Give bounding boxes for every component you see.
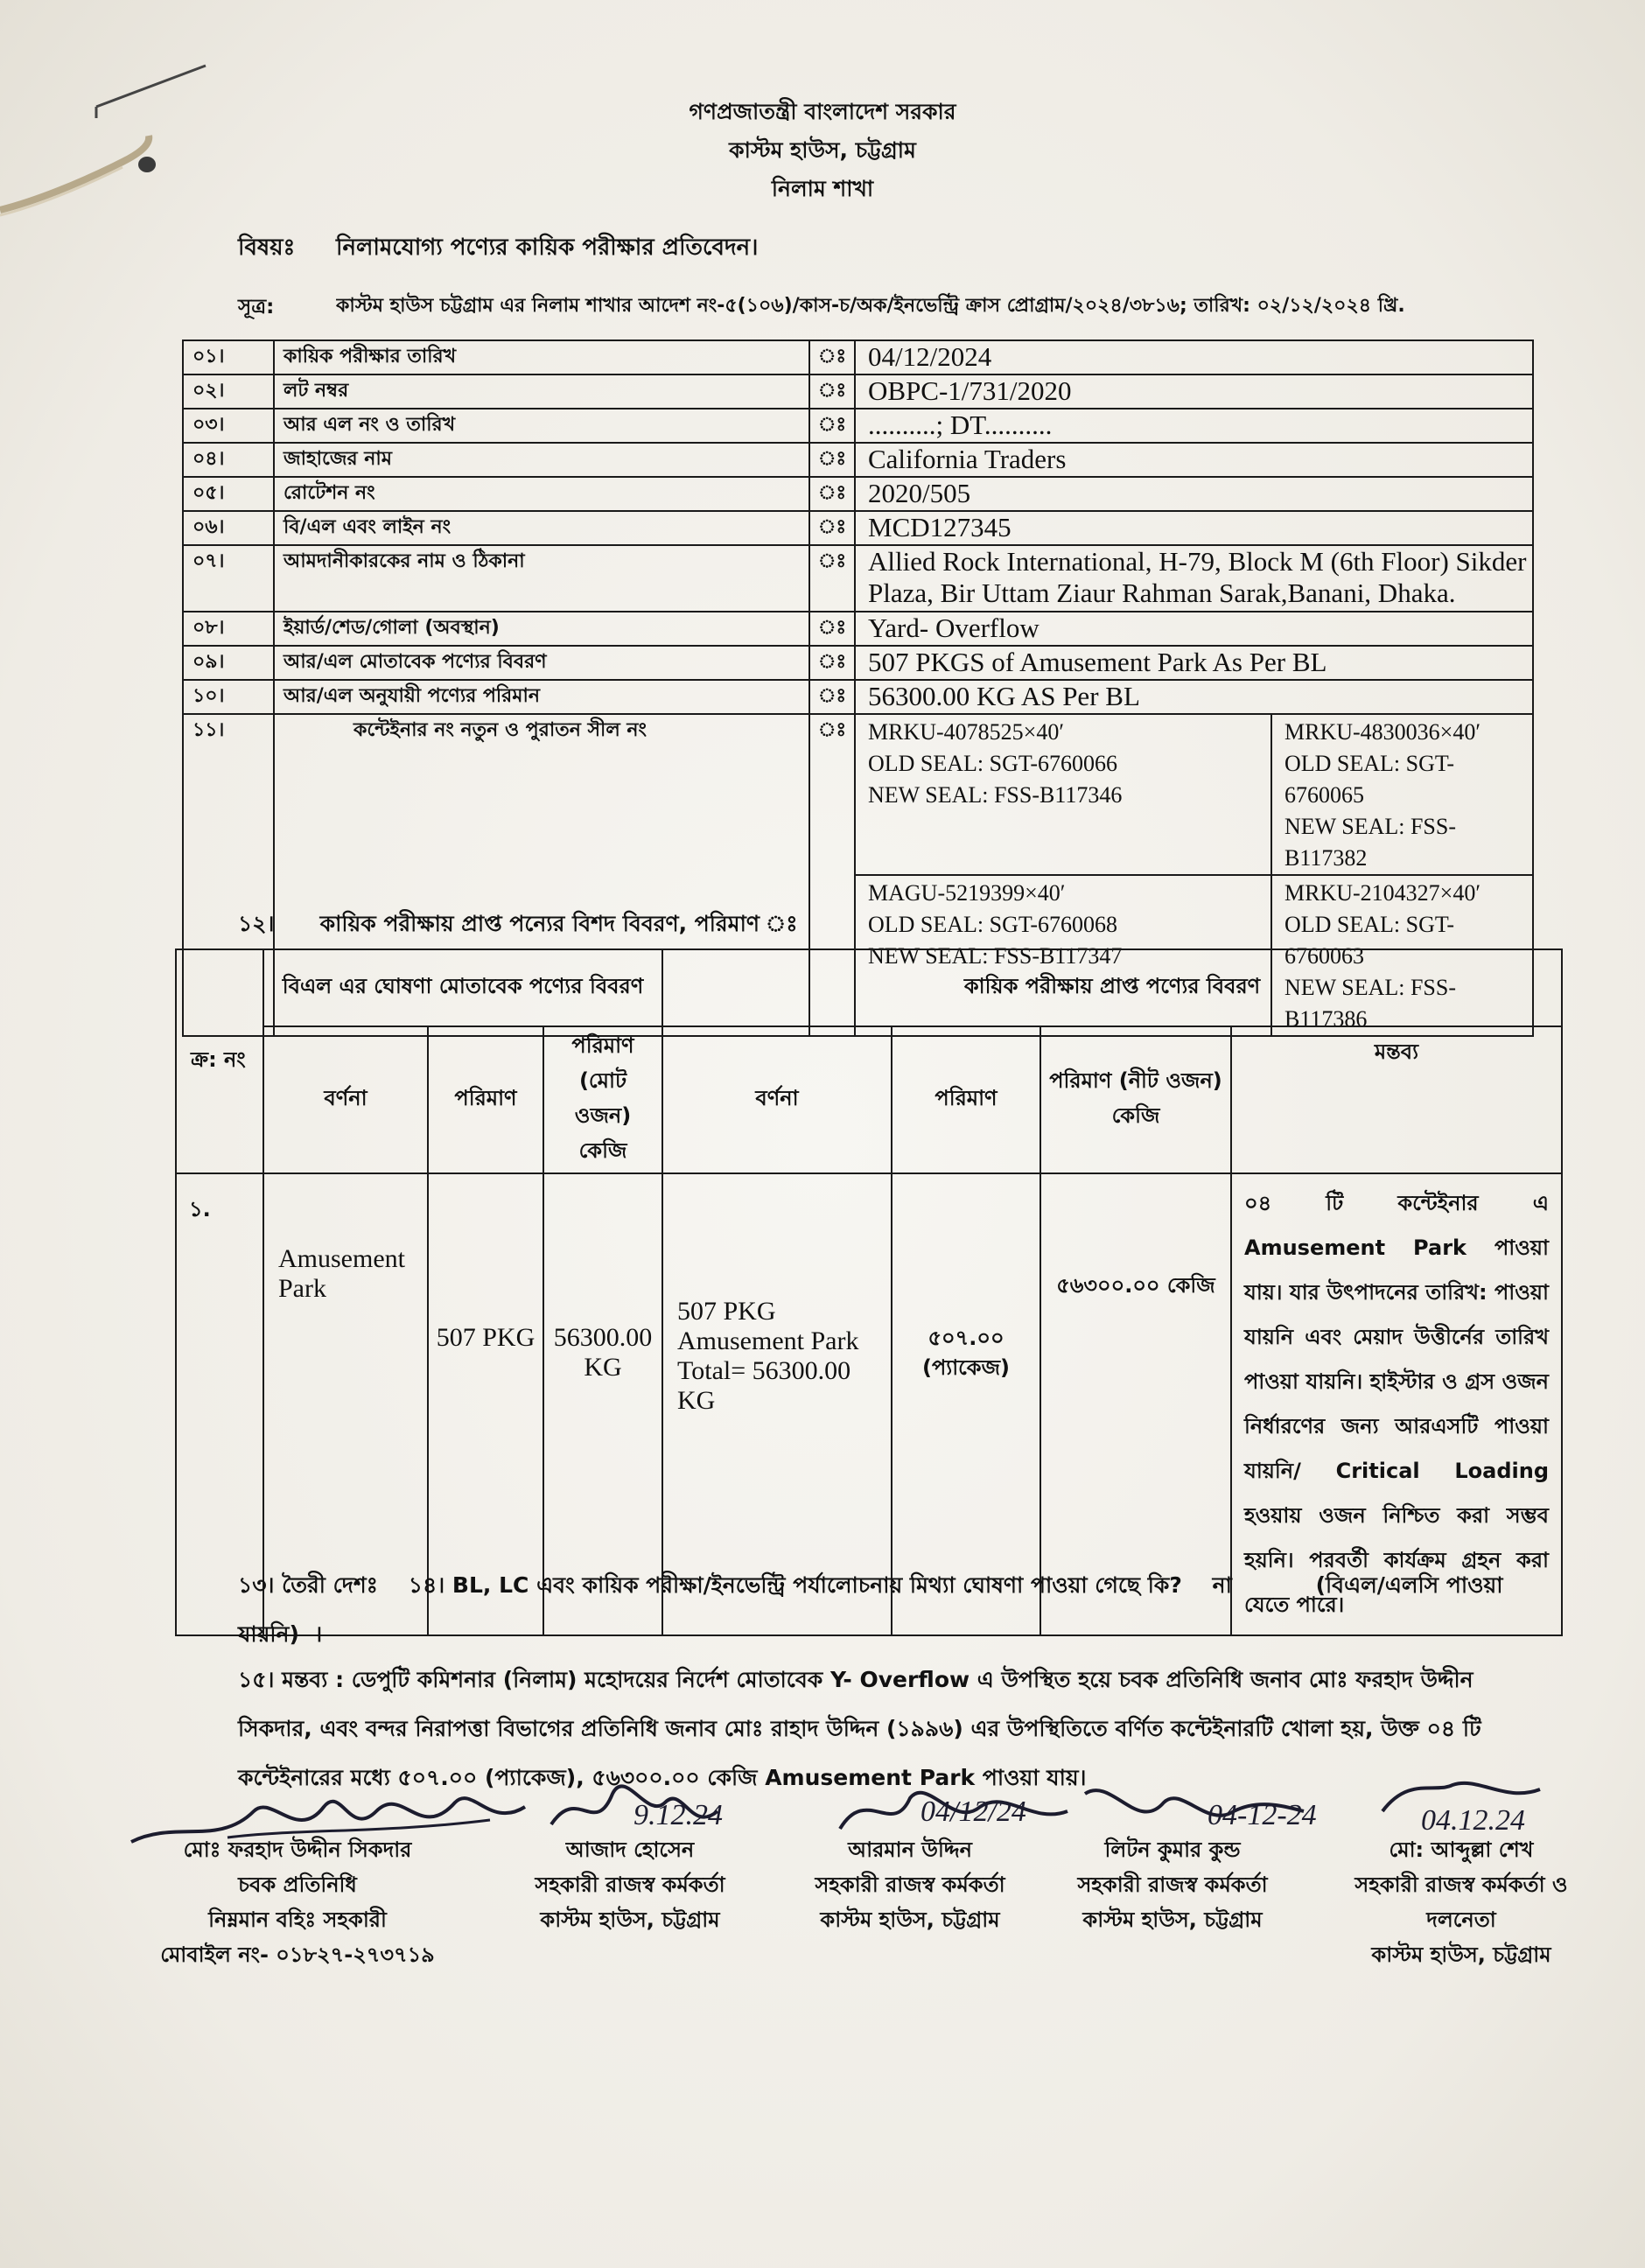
info-row (183, 612, 1533, 646)
info-row-number: ০৫। (183, 477, 274, 511)
info-row-label: রোটেশন নং (274, 477, 809, 511)
reference-text: কাস্টম হাউস চট্টগ্রাম এর নিলাম শাখার আদেশ নং-৫(১০৬)/কাস-চ/অক/ইনভেন্ট্রি ক্রাস প্রোগ্রাম/২০২৪/৩৮১৬; তারিখ: ০২/১২/২০২৪ খ্রি. (336, 295, 1405, 317)
col-serial-header: ক্র: নং (176, 949, 263, 1173)
info-row-label: লট নম্বর (274, 374, 809, 409)
signature-date-1: 9.12.24 (634, 1799, 723, 1831)
subject-label: বিষয়ঃ (238, 234, 296, 261)
col-remarks-header: মন্তব্য (1231, 1026, 1562, 1173)
section-13-14-text: ১৩। তৈরী দেশঃ ১৪। BL, LC এবং কায়িক পরীক্ষা/ইনভেন্ট্রি পর্যালোচনায় মিথ্যা ঘোষণা পাওয়া গেছে কি? না (বিএল/এলসি পাওয়া যায়নি) । (238, 1572, 1511, 1647)
info-row-colon: ঃ (809, 409, 855, 443)
info-row-label: আমদানীকারকের নাম ও ঠিকানা (274, 545, 809, 612)
info-row-colon: ঃ (809, 340, 855, 374)
col-bl-qty-header: পরিমাণ (428, 1026, 543, 1173)
info-row-number: ০৯। (183, 646, 274, 680)
reference-label: সূত্র: (238, 296, 275, 318)
info-row-label: বি/এল এবং লাইন নং (274, 511, 809, 545)
signatory-name: মো: আব্দুল্লা শেখ (1389, 1838, 1534, 1862)
goods-table (175, 948, 1563, 1636)
info-row-colon: ঃ (809, 443, 855, 477)
signatory-detail: চবক প্রতিনিধি (238, 1872, 357, 1897)
signatory-name: লিটন কুমার কুন্ড (1104, 1838, 1241, 1862)
signatory-detail: সহকারী রাজস্ব কর্মকর্তা (815, 1872, 1005, 1897)
info-row-value: 56300.00 KG AS Per BL (855, 680, 1533, 714)
info-row-containers (183, 714, 1533, 875)
signatory-detail: কাস্টম হাউস, চট্টগ্রাম (820, 1908, 1000, 1932)
info-row (183, 409, 1533, 443)
section-12-heading: ১২। কায়িক পরীক্ষায় প্রাপ্ত পন্যের বিশদ বিবরণ, পরিমাণ ঃ (238, 911, 798, 936)
info-row (183, 443, 1533, 477)
signatory-name: আজাদ হোসেন (565, 1838, 695, 1862)
info-row-label: আর/এল মোতাবেক পণ্যের বিবরণ (274, 646, 809, 680)
section-header: নিলাম শাখা (771, 176, 874, 201)
info-row-value: Yard- Overflow (855, 612, 1533, 646)
info-row-colon: ঃ (809, 374, 855, 409)
info-row-label: আর/এল অনুযায়ী পণ্যের পরিমান (274, 680, 809, 714)
info-row-value: 2020/505 (855, 477, 1533, 511)
info-row-number: ১১। (183, 714, 274, 1036)
info-row-number: ০১। (183, 340, 274, 374)
info-row-number: ১০। (183, 680, 274, 714)
new-seal: NEW SEAL: FSS-B117346 (868, 782, 1123, 808)
container-number: MRKU-4078525×40′ (868, 719, 1065, 745)
info-row (183, 545, 1533, 612)
signatory-name: মোঃ ফরহাদ উদ্দীন সিকদার (183, 1838, 412, 1862)
info-row-value: 04/12/2024 (855, 340, 1533, 374)
old-seal: OLD SEAL: SGT-6760068 (868, 912, 1118, 937)
info-row-value: 507 PKGS of Amusement Park As Per BL (855, 646, 1533, 680)
row-bl-qty: 507 PKG (428, 1173, 543, 1635)
info-row-colon: ঃ (809, 714, 855, 1036)
info-row (183, 477, 1533, 511)
info-row (183, 680, 1533, 714)
signature-date-3: 04-12-24 (1208, 1799, 1317, 1831)
govt-header: গণপ্রজাতন্ত্রী বাংলাদেশ সরকার (689, 99, 956, 124)
signatory-detail: সহকারী রাজস্ব কর্মকর্তা (535, 1872, 725, 1897)
row-phys-desc: 507 PKG Amusement Park Total= 56300.00 KG (662, 1173, 892, 1635)
signatory-detail: কাস্টম হাউস, চট্টগ্রাম (540, 1908, 720, 1932)
subject-text: নিলামযোগ্য পণ্যের কায়িক পরীক্ষার প্রতিবেদন। (336, 234, 759, 261)
signature-date-2: 04/12/24 (920, 1796, 1026, 1828)
info-row (183, 374, 1533, 409)
container-number: MRKU-2104327×40′ (1284, 880, 1481, 906)
signatory-detail: কাস্টম হাউস, চট্টগ্রাম (1082, 1908, 1263, 1932)
signature-date-4: 04.12.24 (1421, 1804, 1525, 1837)
info-row-number: ০২। (183, 374, 274, 409)
physical-group-header: কায়িক পরীক্ষায় প্রাপ্ত পণ্যের বিবরণ (662, 949, 1562, 1026)
info-row-label: জাহাজের নাম (274, 443, 809, 477)
col-net-weight-header: পরিমাণ (নীট ওজন) কেজি (1040, 1026, 1231, 1173)
info-row-colon: ঃ (809, 545, 855, 612)
info-row-number: ০৬। (183, 511, 274, 545)
signatory-block (1312, 1832, 1610, 1972)
new-seal: NEW SEAL: FSS-B117347 (868, 943, 1123, 969)
info-row-label: ইয়ার্ড/শেড/গোলা (অবস্থান) (274, 612, 809, 646)
info-row-number: ০৪। (183, 443, 274, 477)
info-row-colon: ঃ (809, 680, 855, 714)
info-row-number: ০৭। (183, 545, 274, 612)
info-row-colon: ঃ (809, 612, 855, 646)
signatory-block (122, 1832, 472, 1972)
signatory-detail: কাস্টম হাউস, চট্টগ্রাম (1371, 1942, 1551, 1967)
signatory-name: আরমান উদ্দিন (848, 1838, 972, 1862)
signatory-block (1032, 1832, 1312, 1937)
signatory-detail: সহকারী রাজস্ব কর্মকর্তা (1077, 1872, 1268, 1897)
col-bl-desc-header: বর্ণনা (263, 1026, 428, 1173)
info-row-value: OBPC-1/731/2020 (855, 374, 1533, 409)
row-bl-desc: Amusement Park (263, 1173, 428, 1635)
container-cell (855, 714, 1271, 875)
signatory-detail: দলনেতা (1426, 1908, 1496, 1932)
info-row (183, 511, 1533, 545)
info-row-colon: ঃ (809, 511, 855, 545)
signatory-detail: সহকারী রাজস্ব কর্মকর্তা ও (1354, 1872, 1568, 1897)
signatory-detail: মোবাইল নং- ০১৮২৭-২৭৩৭১৯ (160, 1942, 435, 1967)
info-row-label: কায়িক পরীক্ষার তারিখ (274, 340, 809, 374)
container-cell (1271, 714, 1533, 875)
signatory-detail: নিম্নমান বহিঃ সহকারী (208, 1908, 387, 1932)
signatory-block (490, 1832, 770, 1937)
old-seal: OLD SEAL: SGT-6760066 (868, 751, 1118, 776)
new-seal: NEW SEAL: FSS-B117386 (1284, 975, 1456, 1032)
info-row-number: ০৩। (183, 409, 274, 443)
row-net-weight: ৫৬৩০০.০০ কেজি (1040, 1173, 1231, 1635)
info-row-label: কন্টেইনার নং নতুন ও পুরাতন সীল নং (274, 714, 809, 1036)
old-seal: OLD SEAL: SGT-6760063 (1284, 912, 1455, 969)
info-row (183, 340, 1533, 374)
info-row-value: ..........; DT.......... (855, 409, 1533, 443)
row-remarks: ০৪ টি কন্টেইনার এ Amusement Park পাওয়া যায়। যার উৎপাদনের তারিখ: পাওয়া যায়নি এবং মেয়াদ উত্তীর্নের তারিখ পাওয়া যায়নি। হাইস্টার ও গ্রস ওজন নির্ধারণের জন্য আরএসটি পাওয়া যায়নি/ Critical Loading হওয়ায় ওজন নিশ্চিত করা সম্ভব হয়নি। পরবর্তী কার্যক্রম গ্রহন করা যেতে পারে। (1231, 1173, 1562, 1635)
section-15-remarks: ১৫। মন্তব্য : ডেপুটি কমিশনার (নিলাম) মহোদয়ের নির্দেশ মোতাবেক Y- Overflow এ উপস্থিত হয়ে চবক প্রতিনিধি জনাব মোঃ ফরহাদ উদ্দীন সিকদার, এবং বন্দর নিরাপত্তা বিভাগের প্রতিনিধি জনাব মোঃ রাহাদ উদ্দিন (১৯৯৬) এর উপস্থিতিতে বর্ণিত কন্টেইনারটি খোলা হয়, উক্ত ০৪ টি কন্টেইনারের মধ্যে ৫০৭.০০ (প্যাকেজ), ৫৬৩০০.০০ কেজি Amusement Park পাওয়া যায়। (238, 1667, 1481, 1790)
old-seal: OLD SEAL: SGT-6760065 (1284, 751, 1455, 808)
container-number: MAGU-5219399×40′ (868, 880, 1066, 906)
row-serial: ১. (176, 1173, 263, 1635)
row-bl-weight: 56300.00 KG (543, 1173, 662, 1635)
info-row-colon: ঃ (809, 646, 855, 680)
signatory-block (770, 1832, 1050, 1937)
col-bl-weight-header: পরিমাণ (মোট ওজন) কেজি (543, 1026, 662, 1173)
info-row-colon: ঃ (809, 477, 855, 511)
info-row-value: MCD127345 (855, 511, 1533, 545)
bl-group-header: বিএল এর ঘোষণা মোতাবেক পণ্যের বিবরণ (263, 949, 662, 1026)
container-number: MRKU-4830036×40′ (1284, 719, 1481, 745)
col-phys-qty-header: পরিমাণ (892, 1026, 1040, 1173)
office-header: কাস্টম হাউস, চট্টগ্রাম (729, 137, 916, 163)
info-row (183, 646, 1533, 680)
info-row-number: ০৮। (183, 612, 274, 646)
new-seal: NEW SEAL: FSS-B117382 (1284, 814, 1456, 871)
info-row-label: আর এল নং ও তারিখ (274, 409, 809, 443)
row-phys-qty: ৫০৭.০০ (প্যাকেজ) (892, 1173, 1040, 1635)
info-row-value: California Traders (855, 443, 1533, 477)
info-row-value: Allied Rock International, H-79, Block M (6th Floor) Sikder Plaza, Bir Uttam Ziaur Rahman Sarak,Banani, Dhaka. (855, 545, 1533, 612)
col-phys-desc-header: বর্ণনা (662, 1026, 892, 1173)
